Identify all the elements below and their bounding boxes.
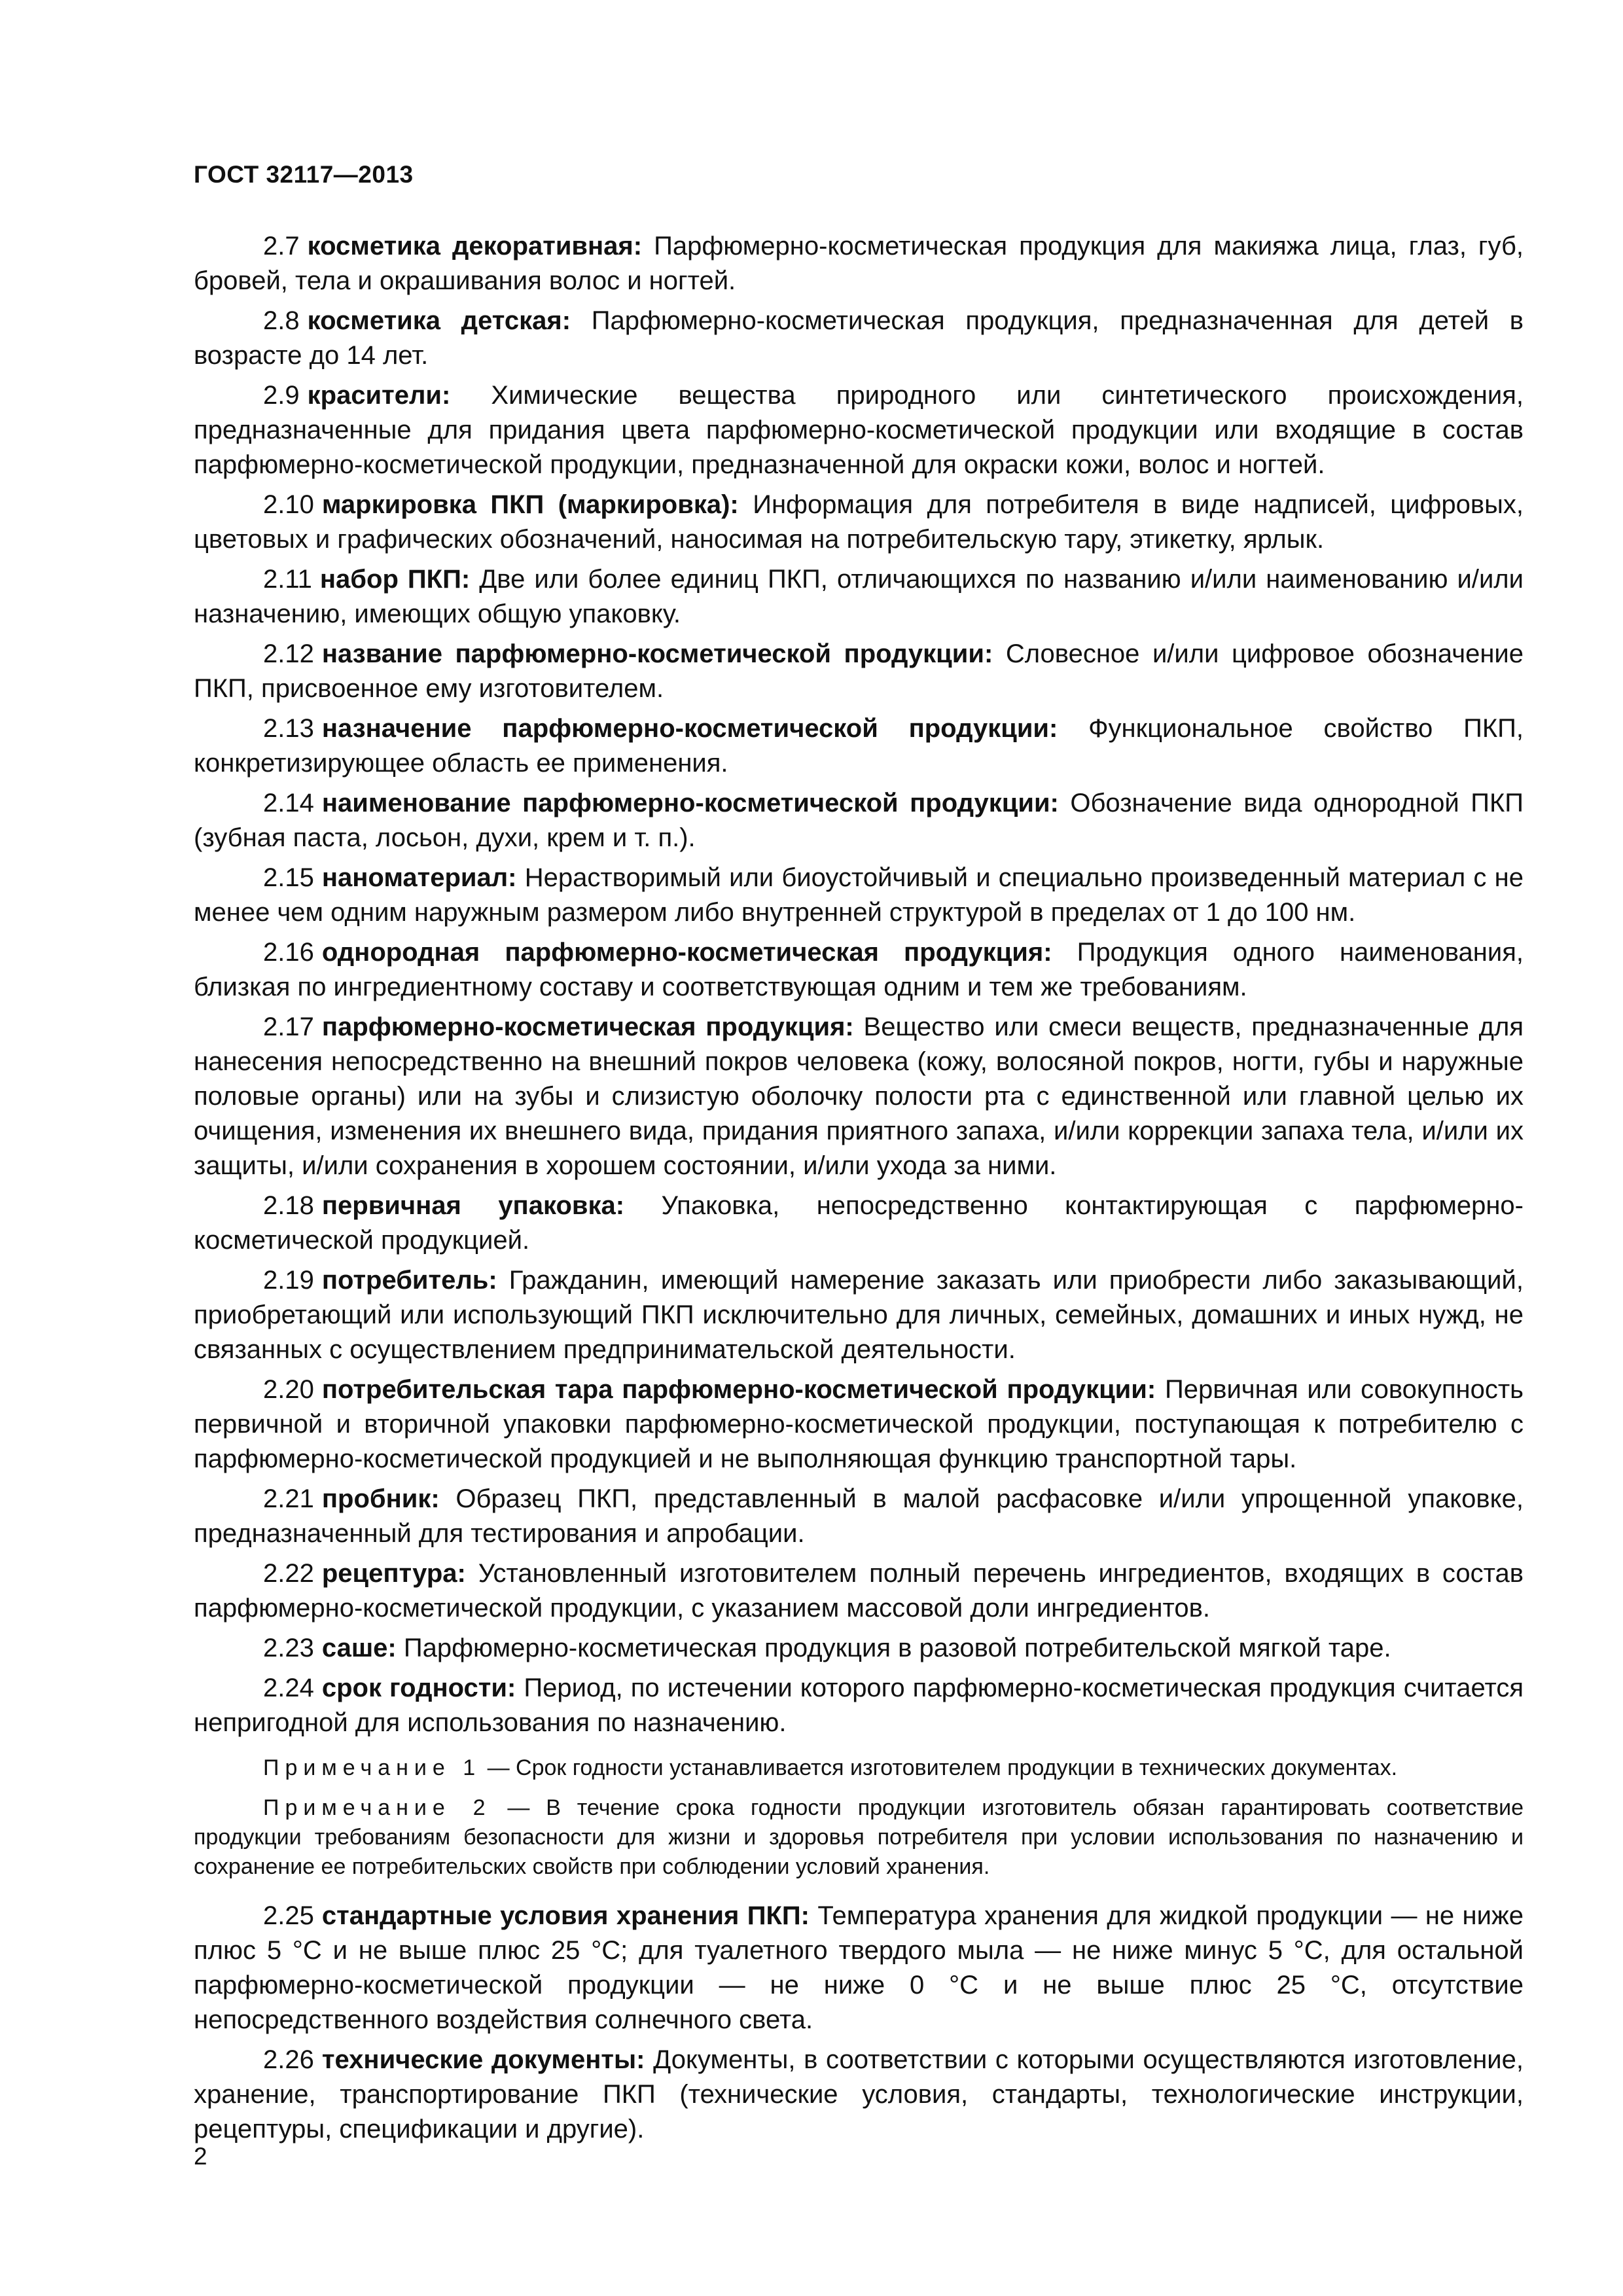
definition-term: пробник: — [321, 1484, 440, 1513]
definition-2-15 — [194, 861, 1524, 930]
definition-number: 2.9 — [263, 381, 300, 410]
definition-number: 2.7 — [263, 232, 300, 260]
definition-2-11 — [194, 562, 1524, 632]
definition-number: 2.26 — [263, 2045, 314, 2074]
definition-text: Температура хранения для жидкой продукции — не ниже плюс 5 °С и не выше плюс 25 °С; для туалетного твердого мыла — не ниже минус 5 °С, для остальной парфюмерно-косметической продукции — не ниже 0 °С и не выше плюс 25 °С, отсутствие непосредственного воздействия солнечного света. — [194, 1901, 1524, 2034]
definition-number: 2.22 — [263, 1559, 314, 1588]
definition-number: 2.17 — [263, 1013, 314, 1041]
definition-2-9 — [194, 378, 1524, 482]
definition-text: Образец ПКП, представленный в малой расфасовке и/или упрощенной упаковке, предназначенный для тестирования и апробации. — [194, 1484, 1524, 1548]
definition-term: саше: — [321, 1634, 397, 1662]
definition-term: срок годности: — [321, 1674, 516, 1702]
definition-term: набор ПКП: — [319, 565, 471, 594]
note-text: — Срок годности устанавливается изготовителем продукции в технических документах. — [481, 1755, 1398, 1780]
definition-number: 2.19 — [263, 1266, 314, 1295]
note-text: — В течение срока годности продукции изготовитель обязан гарантировать соответствие продукции требованиям безопасности для жизни и здоровья потребителя при условии использования по назначению и сохранение ее потребительских свойств при соблюдении условий хранения. — [194, 1795, 1524, 1879]
definition-number: 2.25 — [263, 1901, 314, 1930]
definition-2-14 — [194, 786, 1524, 855]
definition-2-8 — [194, 304, 1524, 373]
definition-2-26 — [194, 2043, 1524, 2147]
definition-text: Установленный изготовителем полный перечень ингредиентов, входящих в состав парфюмерно-косметической продукции, с указанием массовой доли ингредиентов. — [194, 1559, 1524, 1623]
page-number: 2 — [194, 2143, 207, 2170]
definition-2-7 — [194, 229, 1524, 298]
definition-2-20 — [194, 1372, 1524, 1477]
definition-term: наноматериал: — [321, 863, 517, 892]
definition-term: косметика детская: — [307, 306, 571, 335]
definition-number: 2.13 — [263, 714, 314, 743]
definition-number: 2.18 — [263, 1191, 314, 1220]
definition-text: Информация для потребителя в виде надписей, цифровых, цветовых и графических обозначений, наносимая на потребительскую тару, этикетку, ярлык. — [194, 490, 1524, 554]
definition-2-16 — [194, 935, 1524, 1005]
definition-2-25 — [194, 1899, 1524, 2037]
definition-number: 2.24 — [263, 1674, 314, 1702]
definition-text: Химические вещества природного или синтетического происхождения, предназначенные для придания цвета парфюмерно-косметической продукции или входящие в состав парфюмерно-косметической продукции, предназначенной для окраски кожи, волос и ногтей. — [194, 381, 1524, 479]
definition-number: 2.14 — [263, 789, 314, 817]
definition-text: Парфюмерно-косметическая продукция для макияжа лица, глаз, губ, бровей, тела и окрашивания волос и ногтей. — [194, 232, 1524, 295]
definition-number: 2.11 — [263, 565, 312, 594]
definition-text: Период, по истечении которого парфюмерно-косметическая продукция считается непригодной для использования по назначению. — [194, 1674, 1524, 1737]
definition-term: потребительская тара парфюмерно-косметической продукции: — [321, 1375, 1156, 1404]
definition-text: Продукция одного наименования, близкая по ингредиентному составу и соответствующая одним и тем же требованиям. — [194, 938, 1524, 1001]
definition-2-18 — [194, 1189, 1524, 1258]
definition-term: стандартные условия хранения ПКП: — [321, 1901, 810, 1930]
definition-term: назначение парфюмерно-косметической продукции: — [321, 714, 1058, 743]
definition-2-23 — [194, 1631, 1524, 1666]
definition-2-13 — [194, 711, 1524, 781]
definition-term: рецептура: — [321, 1559, 466, 1588]
definition-number: 2.16 — [263, 938, 314, 967]
definition-number: 2.8 — [263, 306, 300, 335]
definition-number: 2.21 — [263, 1484, 314, 1513]
definition-number: 2.15 — [263, 863, 314, 892]
definition-number: 2.12 — [263, 639, 314, 668]
definition-term: наименование парфюмерно-косметической продукции: — [321, 789, 1059, 817]
definition-text: Упаковка, непосредственно контактирующая с парфюмерно-косметической продукцией. — [194, 1191, 1524, 1255]
definition-term: косметика декоративная: — [307, 232, 643, 260]
definition-term: технические документы: — [321, 2045, 645, 2074]
definition-term: однородная парфюмерно-косметическая продукция: — [321, 938, 1052, 967]
definition-text: Документы, в соответствии с которыми осуществляются изготовление, хранение, транспортирование ПКП (технические условия, стандарты, технологические инструкции, рецептуры, спецификации и другие). — [194, 2045, 1524, 2144]
definition-2-21 — [194, 1482, 1524, 1551]
definition-text: Обозначение вида однородной ПКП (зубная паста, лосьон, духи, крем и т. п.). — [194, 789, 1524, 852]
definition-text: Словесное и/или цифровое обозначение ПКП, присвоенное ему изготовителем. — [194, 639, 1524, 703]
definition-number: 2.10 — [263, 490, 314, 519]
definition-term: маркировка ПКП (маркировка): — [321, 490, 739, 519]
definition-text: Парфюмерно-косметическая продукция, предназначенная для детей в возрасте до 14 лет. — [194, 306, 1524, 370]
definition-term: потребитель: — [321, 1266, 497, 1295]
definition-term: парфюмерно-косметическая продукция: — [321, 1013, 854, 1041]
definition-2-12 — [194, 637, 1524, 706]
definition-2-19 — [194, 1263, 1524, 1367]
definition-text: Функциональное свойство ПКП, конкретизирующее область ее применения. — [194, 714, 1524, 778]
definition-text: Две или более единиц ПКП, отличающихся по названию и/или наименованию и/или назначению, имеющих общую упаковку. — [194, 565, 1524, 628]
definition-term: первичная упаковка: — [321, 1191, 625, 1220]
definition-text: Гражданин, имеющий намерение заказать или приобрести либо заказывающий, приобретающий или использующий ПКП исключительно для личных, семейных, домашних и иных нужд, не связанных с осуществлением предпринимательской деятельности. — [194, 1266, 1524, 1364]
definition-term: красители: — [307, 381, 451, 410]
note-label: Примечание 1 — [263, 1755, 482, 1780]
definition-text: Первичная или совокупность первичной и вторичной упаковки парфюмерно-косметической продукции, поступающая к потребителю с парфюмерно-косметической продукцией и не выполняющая функцию транспортной тары. — [194, 1375, 1524, 1473]
definition-number: 2.23 — [263, 1634, 314, 1662]
definition-text: Вещество или смеси веществ, предназначенные для нанесения непосредственно на внешний покров человека (кожу, волосяной покров, ногти, губы и наружные половые органы) или на зубы и слизистую оболочку полости рта с единственной или главной целью их очищения, изменения их внешнего вида, придания приятного запаха, и/или коррекции запаха тела, и/или их защиты, и/или сохранения в хорошем состоянии, и/или ухода за ними. — [194, 1013, 1524, 1180]
definition-2-22 — [194, 1556, 1524, 1626]
definition-text: Парфюмерно-косметическая продукция в разовой потребительской мягкой таре. — [403, 1634, 1391, 1662]
definition-text: Нерастворимый или биоустойчивый и специально произведенный материал с не менее чем одним наружным размером либо внутренней структурой в пределах от 1 до 100 нм. — [194, 863, 1524, 927]
document-header: ГОСТ 32117—2013 — [194, 161, 414, 188]
definition-2-10 — [194, 488, 1524, 557]
note-1 — [194, 1753, 1524, 1783]
definition-number: 2.20 — [263, 1375, 314, 1404]
note-label: Примечание 2 — [263, 1795, 491, 1820]
definition-2-17 — [194, 1010, 1524, 1183]
document-body — [194, 229, 1524, 2152]
definition-2-24 — [194, 1671, 1524, 1740]
note-2 — [194, 1793, 1524, 1882]
definition-term: название парфюмерно-косметической продукции: — [321, 639, 993, 668]
